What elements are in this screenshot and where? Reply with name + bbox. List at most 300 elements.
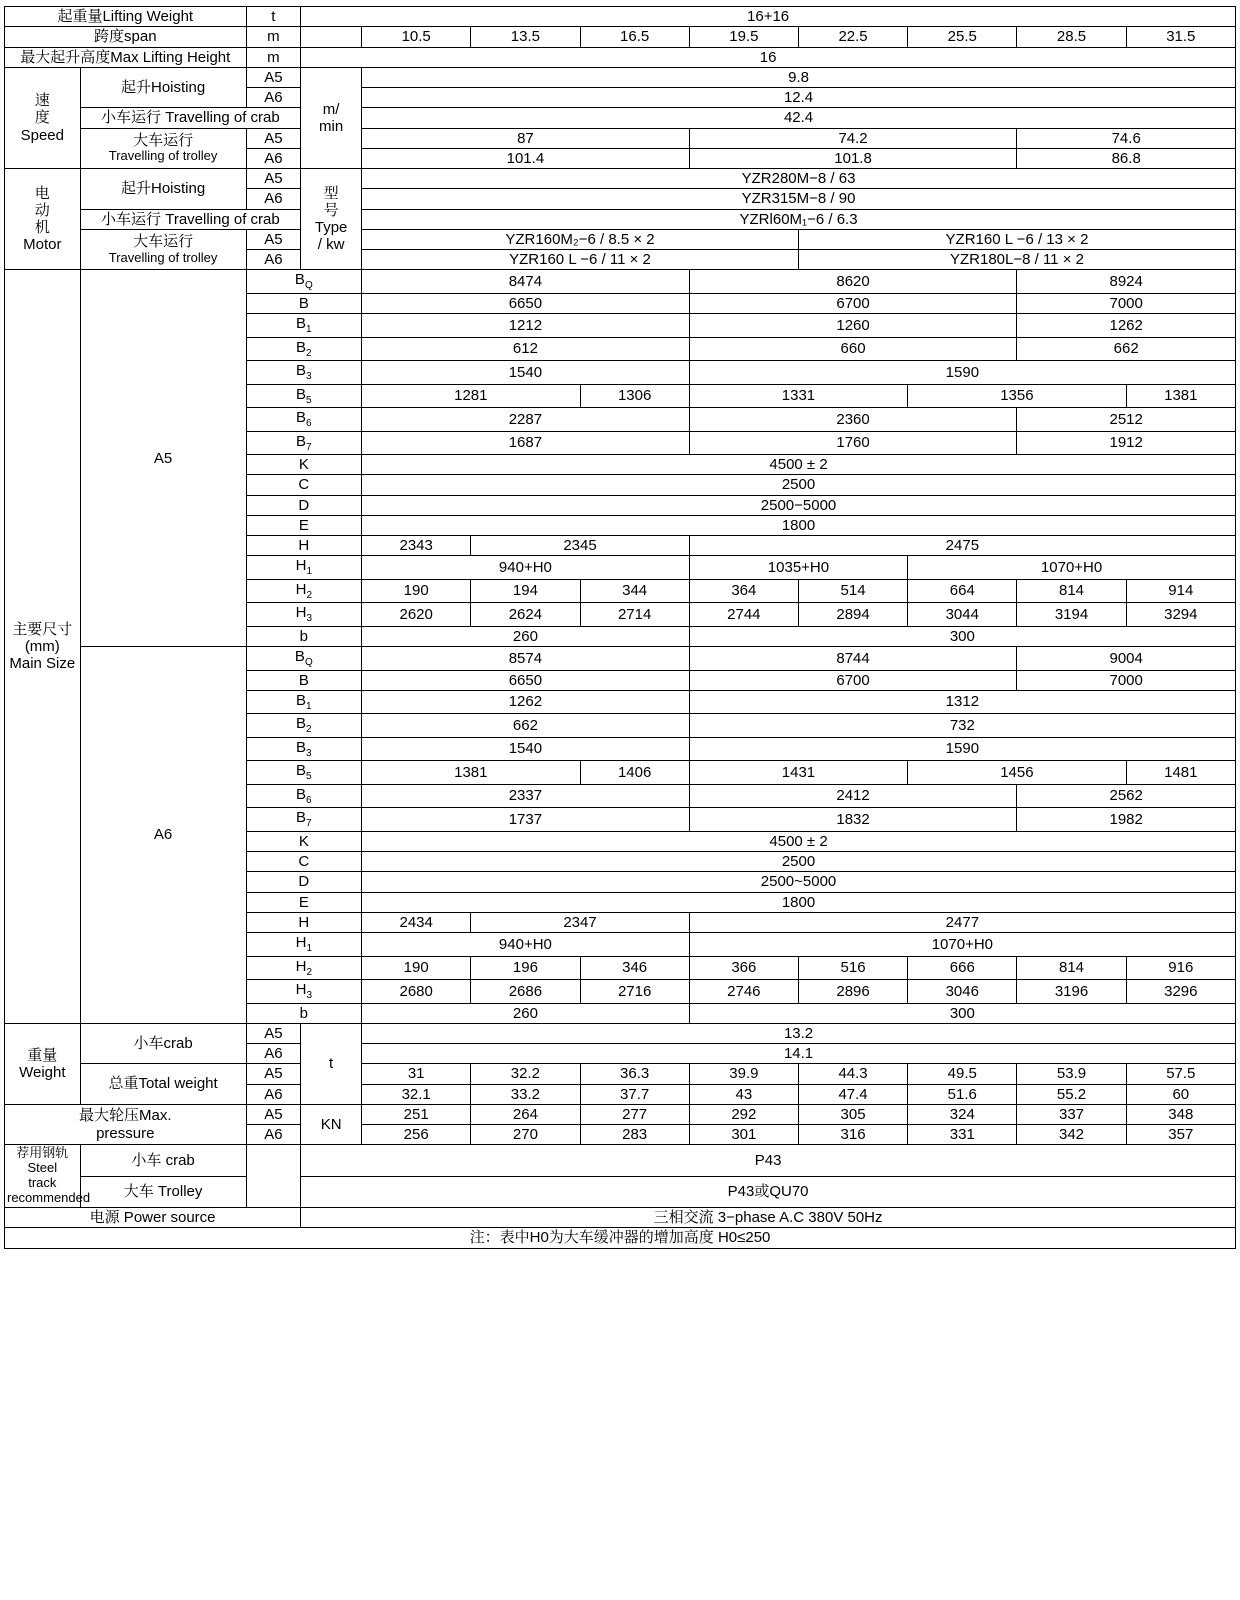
symbol-subscript: 2 [306,724,312,736]
dimension-value: 3196 [1017,980,1126,1004]
dimension-symbol: $B_3$ [246,361,362,385]
speed-trolley-a6-value: 101.8 [689,148,1017,168]
symbol-subscript: 6 [306,794,312,806]
wheel-pressure-a6-value: 316 [798,1125,907,1145]
wheel-pressure-label-en: pressure [96,1124,155,1142]
dimension-value: 1306 [580,384,689,408]
dimension-symbol: $B_2$ [246,714,362,738]
dimension-value: 8744 [689,647,1017,671]
dimension-value: 260 [362,626,690,646]
speed-trolley-a5-value: 87 [362,128,690,148]
span-value: 25.5 [908,27,1017,47]
row-rail-trolley [5,1176,1236,1207]
main-size-class-label: A5 [80,270,246,647]
dimension-value: 2512 [1017,408,1236,432]
symbol-subscript: Q [304,280,313,292]
speed-trolley-a5-label: A5 [246,128,301,148]
dimension-symbol: C [246,475,362,495]
wheel-pressure-a5-value: 337 [1017,1104,1126,1124]
row-mainsize-a5-BQ [5,270,1236,294]
motor-trolley-a6-value: YZR160 L −6 / 11 × 2 [362,250,799,270]
speed-unit-line2: min [319,117,344,135]
dimension-symbol: b [246,1003,362,1023]
dimension-value: 7000 [1017,293,1236,313]
dimension-value: 7000 [1017,670,1236,690]
dimension-value: 6700 [689,293,1017,313]
span-value: 16.5 [580,27,689,47]
row-speed-hoisting-a5 [5,67,1236,87]
dimension-value: 1381 [362,761,580,785]
wheel-pressure-label-cn: 最大轮压Max. [79,1107,172,1125]
dimension-value: 664 [908,579,1017,603]
total-weight-a6-value: 47.4 [798,1084,907,1104]
speed-unit [301,67,362,168]
total-weight-a5-value: 53.9 [1017,1064,1126,1084]
row-power-source [5,1208,1236,1228]
lifting-weight-value: 16+16 [301,7,1236,27]
motor-type-cn: 型 号 [323,184,339,219]
speed-trolley-label-cn: 大车运行 [133,132,194,150]
dimension-symbol: B [246,293,362,313]
dimension-value: 732 [689,714,1235,738]
total-weight-a5-label: A5 [246,1064,301,1084]
symbol-subscript: 2 [306,589,313,601]
dimension-value: 940+H0 [362,933,690,957]
dimension-symbol: H [246,536,362,556]
dimension-symbol: $H_2$ [246,956,362,980]
row-wheel-pressure-a5 [5,1104,1236,1124]
dimension-symbol: C [246,852,362,872]
symbol-subscript: 6 [306,418,312,429]
symbol-subscript: 3 [306,371,312,382]
dimension-value: 666 [908,956,1017,980]
max-lifting-height-value: 16 [301,47,1236,67]
dimension-symbol: $B_6$ [246,408,362,432]
dimension-value: 1035+H0 [689,556,907,580]
dimension-symbol: b [246,626,362,646]
dimension-symbol: $B_6$ [246,784,362,808]
speed-group-label [5,67,81,168]
dimension-value: 660 [689,337,1017,361]
speed-trolley-label-en: Travelling of trolley [108,148,218,164]
main-size-class-label: A6 [80,647,246,1024]
symbol-subscript: Q [304,657,313,668]
max-lifting-height-label: 最大起升高度Max Lifting Height [5,47,247,67]
total-weight-a6-value: 37.7 [580,1084,689,1104]
dimension-value: 300 [689,626,1235,646]
wheel-pressure-a5-value: 305 [798,1104,907,1124]
wheel-pressure-a5-value: 251 [362,1104,471,1124]
dimension-value: 1540 [362,737,690,761]
dimension-value: 6650 [362,293,690,313]
total-weight-a6-value: 43 [689,1084,798,1104]
dimension-value: 1760 [689,431,1017,455]
dimension-value: 2744 [689,603,798,627]
power-source-label: 电源 Power source [5,1208,301,1228]
symbol-subscript: 5 [306,394,312,406]
dimension-value: 194 [471,579,580,603]
motor-hoisting-a6-value: YZR315M−8 / 90 [362,189,1236,209]
dimension-value: 1982 [1017,808,1236,832]
motor-group-label [5,169,81,270]
dimension-symbol: $B_5$ [246,384,362,408]
symbol-subscript: 3 [306,613,313,625]
lifting-weight-unit: t [246,7,301,27]
wheel-pressure-a5-value: 324 [908,1104,1017,1124]
wheel-pressure-unit: KN [301,1104,362,1145]
dimension-value: 662 [1017,337,1236,361]
motor-label-en: Motor [23,236,62,254]
symbol-subscript: 3 [306,990,313,1001]
dimension-value: 1356 [908,384,1126,408]
motor-trolley-a5-label: A5 [246,229,301,249]
dimension-value: 1331 [689,384,907,408]
motor-trolley-a6-label: A6 [246,250,301,270]
dimension-symbol: $B_2$ [246,337,362,361]
dimension-value: 2434 [362,912,471,932]
motor-trolley-label-en: Travelling of trolley [108,249,218,265]
rail-label-cn: 荐用钢轨 Steel [16,1145,69,1176]
row-mainsize-a6-BQ [5,647,1236,671]
dimension-value: 3296 [1126,980,1235,1004]
rail-label [5,1145,91,1208]
dimension-symbol: $H_1$ [246,556,362,580]
dimension-value: 1590 [689,361,1235,385]
dimension-symbol: D [246,495,362,515]
dimension-value: 2500−5000 [362,495,1236,515]
motor-trolley-a5-value: YZR160 L −6 / 13 × 2 [798,229,1235,249]
row-weight-crab-a5 [5,1023,1236,1043]
dimension-symbol: $B_Q$ [246,647,362,671]
span-value: 31.5 [1126,27,1235,47]
wheel-pressure-a6-label: A6 [246,1125,301,1145]
speed-crab-value: 42.4 [362,108,1236,128]
dimension-value: 8620 [689,270,1017,294]
total-weight-a5-value: 36.3 [580,1064,689,1084]
weight-crab-a5-value: 13.2 [362,1023,1236,1043]
dimension-value: 1800 [362,892,1236,912]
dimension-value: 1687 [362,431,690,455]
span-value: 28.5 [1017,27,1126,47]
span-label: 跨度span [5,27,247,47]
dimension-value: 3044 [908,603,1017,627]
total-weight-a5-value: 31 [362,1064,471,1084]
row-speed-crab [5,108,1236,128]
speed-hoisting-a6-value: 12.4 [362,88,1236,108]
dimension-value: 2894 [798,603,907,627]
row-motor-hoisting-a5 [5,169,1236,189]
wheel-pressure-a5-value: 292 [689,1104,798,1124]
total-weight-a5-value: 49.5 [908,1064,1017,1084]
dimension-value: 2500 [362,475,1236,495]
speed-trolley-label [80,128,246,169]
speed-trolley-a5-value: 74.6 [1017,128,1236,148]
dimension-value: 2337 [362,784,690,808]
main-size-label-cn: 主要尺寸(mm) [12,620,73,655]
dimension-value: 2345 [471,536,689,556]
speed-hoisting-label: 起升Hoisting [80,67,246,108]
motor-trolley-a6-value: YZR180L−8 / 11 × 2 [798,250,1235,270]
dimension-value: 8474 [362,270,690,294]
dimension-value: 1070+H0 [689,933,1235,957]
speed-hoisting-a5-value: 9.8 [362,67,1236,87]
dimension-value: 3194 [1017,603,1126,627]
wheel-pressure-a6-value: 331 [908,1125,1017,1145]
dimension-value: 9004 [1017,647,1236,671]
dimension-value: 4500 ± 2 [362,455,1236,475]
dimension-value: 814 [1017,956,1126,980]
speed-label-en: Speed [20,126,64,144]
row-motor-trolley-a5 [5,229,1236,249]
motor-type-en: Type [314,219,348,237]
motor-crab-label: 小车运行 Travelling of crab [80,209,301,229]
dimension-value: 2287 [362,408,690,432]
dimension-value: 1070+H0 [908,556,1236,580]
dimension-symbol: $B_3$ [246,737,362,761]
speed-trolley-a5-value: 74.2 [689,128,1017,148]
symbol-subscript: 7 [306,441,312,453]
wheel-pressure-a6-value: 357 [1126,1125,1235,1145]
wheel-pressure-a6-value: 283 [580,1125,689,1145]
span-unit: m [246,27,301,47]
dimension-symbol: K [246,831,362,851]
footnote: 注：表中H0为大车缓冲器的增加高度 H0≤250 [5,1228,1236,1248]
wheel-pressure-a6-value: 301 [689,1125,798,1145]
speed-trolley-a6-value: 86.8 [1017,148,1236,168]
span-value: 13.5 [471,27,580,47]
dimension-symbol: $H_2$ [246,579,362,603]
symbol-subscript: 2 [306,347,312,359]
wheel-pressure-label [5,1104,247,1145]
row-motor-crab [5,209,1236,229]
total-weight-a5-value: 32.2 [471,1064,580,1084]
dimension-value: 814 [1017,579,1126,603]
speed-trolley-a6-value: 101.4 [362,148,690,168]
weight-crab-a5-label: A5 [246,1023,301,1043]
wheel-pressure-a5-value: 348 [1126,1104,1235,1124]
rail-unit-blank [246,1145,301,1208]
weight-label-en: Weight [19,1063,66,1081]
dimension-value: 8924 [1017,270,1236,294]
span-blank [301,27,362,47]
dimension-value: 1381 [1126,384,1235,408]
dimension-value: 1212 [362,314,690,338]
symbol-subscript: 1 [306,324,312,335]
weight-unit: t [301,1023,362,1104]
dimension-value: 364 [689,579,798,603]
speed-hoisting-a6-label: A6 [246,88,301,108]
crane-specification-table [4,6,1236,1249]
total-weight-a6-value: 60 [1126,1084,1235,1104]
dimension-value: 2680 [362,980,471,1004]
main-size-label-en: Main Size [9,655,76,673]
dimension-value: 3294 [1126,603,1235,627]
dimension-value: 916 [1126,956,1235,980]
total-weight-a5-value: 39.9 [689,1064,798,1084]
speed-hoisting-a5-label: A5 [246,67,301,87]
dimension-symbol: $B_Q$ [246,270,362,294]
rail-label-en: track recommended [7,1175,91,1206]
dimension-symbol: $B_1$ [246,690,362,714]
main-size-group-label [5,270,81,1024]
dimension-value: 2475 [689,536,1235,556]
dimension-symbol: $H_1$ [246,933,362,957]
total-weight-a6-value: 33.2 [471,1084,580,1104]
wheel-pressure-a6-value: 256 [362,1125,471,1145]
wheel-pressure-a6-value: 342 [1017,1125,1126,1145]
span-value: 22.5 [798,27,907,47]
total-weight-a6-value: 32.1 [362,1084,471,1104]
dimension-value: 1540 [362,361,690,385]
row-speed-trolley-a5 [5,128,1236,148]
total-weight-a6-label: A6 [246,1084,301,1104]
dimension-value: 1431 [689,761,907,785]
dimension-value: 1262 [1017,314,1236,338]
dimension-value: 2714 [580,603,689,627]
dimension-symbol: $H_3$ [246,980,362,1004]
motor-hoisting-a5-label: A5 [246,169,301,189]
speed-unit-line1: m/ [322,100,340,118]
dimension-value: 6700 [689,670,1017,690]
dimension-value: 1800 [362,515,1236,535]
dimension-symbol: $B_1$ [246,314,362,338]
row-total-weight-a5 [5,1064,1236,1084]
row-rail-crab [5,1145,1236,1176]
row-lifting-weight [5,7,1236,27]
dimension-symbol: K [246,455,362,475]
total-weight-a6-value: 51.6 [908,1084,1017,1104]
dimension-value: 366 [689,956,798,980]
dimension-value: 1590 [689,737,1235,761]
dimension-value: 300 [689,1003,1235,1023]
dimension-value: 2746 [689,980,798,1004]
motor-trolley-label-cn: 大车运行 [133,233,194,251]
dimension-value: 344 [580,579,689,603]
dimension-value: 6650 [362,670,690,690]
dimension-symbol: E [246,892,362,912]
dimension-value: 2360 [689,408,1017,432]
dimension-symbol: E [246,515,362,535]
rail-crab-label: 小车 crab [80,1145,246,1176]
motor-hoisting-label: 起升Hoisting [80,169,246,210]
wheel-pressure-a5-value: 264 [471,1104,580,1124]
dimension-value: 1737 [362,808,690,832]
dimension-value: 1260 [689,314,1017,338]
dimension-value: 3046 [908,980,1017,1004]
weight-label-cn: 重量 [27,1046,58,1064]
dimension-value: 1912 [1017,431,1236,455]
power-source-value: 三相交流 3−phase A.C 380V 50Hz [301,1208,1236,1228]
dimension-value: 190 [362,579,471,603]
span-value: 19.5 [689,27,798,47]
dimension-value: 2500 [362,852,1236,872]
rail-trolley-value: P43或QU70 [301,1176,1236,1207]
dimension-value: 2347 [471,912,689,932]
dimension-value: 1281 [362,384,580,408]
dimension-value: 940+H0 [362,556,690,580]
dimension-symbol: H [246,912,362,932]
symbol-subscript: 7 [306,818,312,830]
dimension-value: 1832 [689,808,1017,832]
dimension-value: 260 [362,1003,690,1023]
dimension-value: 2896 [798,980,907,1004]
dimension-value: 346 [580,956,689,980]
dimension-value: 2500~5000 [362,872,1236,892]
dimension-symbol: $B_5$ [246,761,362,785]
dimension-value: 514 [798,579,907,603]
speed-label-cn: 速 度 [34,92,50,127]
dimension-symbol: $H_3$ [246,603,362,627]
motor-label-cn: 电 动 机 [34,184,50,237]
span-value: 10.5 [362,27,471,47]
total-weight-a5-value: 57.5 [1126,1064,1235,1084]
total-weight-a5-value: 44.3 [798,1064,907,1084]
dimension-value: 1456 [908,761,1126,785]
lifting-weight-label: 起重量Lifting Weight [5,7,247,27]
dimension-value: 2686 [471,980,580,1004]
rail-trolley-label: 大车 Trolley [80,1176,246,1207]
dimension-symbol: $B_7$ [246,431,362,455]
symbol-subscript: 1 [306,700,312,712]
dimension-value: 2412 [689,784,1017,808]
motor-trolley-label [80,229,246,270]
dimension-value: 662 [362,714,690,738]
dimension-value: 2562 [1017,784,1236,808]
dimension-value: 8574 [362,647,690,671]
row-span [5,27,1236,47]
dimension-value: 4500 ± 2 [362,831,1236,851]
dimension-value: 1406 [580,761,689,785]
dimension-value: 196 [471,956,580,980]
symbol-subscript: 2 [306,966,313,978]
dimension-value: 2620 [362,603,471,627]
weight-crab-a6-value: 14.1 [362,1044,1236,1064]
dimension-value: 914 [1126,579,1235,603]
symbol-subscript: 5 [306,771,312,783]
motor-crab-value: YZRl60M₁−6 / 6.3 [362,209,1236,229]
dimension-value: 1312 [689,690,1235,714]
dimension-value: 1262 [362,690,690,714]
dimension-value: 190 [362,956,471,980]
row-footnote [5,1228,1236,1248]
dimension-value: 2624 [471,603,580,627]
symbol-subscript: 1 [306,943,313,954]
wheel-pressure-a5-label: A5 [246,1104,301,1124]
dimension-value: 2477 [689,912,1235,932]
motor-hoisting-a6-label: A6 [246,189,301,209]
dimension-symbol: B [246,670,362,690]
speed-trolley-a6-label: A6 [246,148,301,168]
total-weight-label: 总重Total weight [80,1064,246,1105]
symbol-subscript: 1 [306,566,313,578]
weight-crab-a6-label: A6 [246,1044,301,1064]
dimension-value: 2343 [362,536,471,556]
rail-crab-value: P43 [301,1145,1236,1176]
row-max-lifting-height [5,47,1236,67]
weight-group-label [5,1023,81,1104]
motor-hoisting-a5-value: YZR280M−8 / 63 [362,169,1236,189]
wheel-pressure-a5-value: 277 [580,1104,689,1124]
wheel-pressure-a6-value: 270 [471,1125,580,1145]
symbol-subscript: 3 [306,747,312,759]
speed-crab-label: 小车运行 Travelling of crab [80,108,301,128]
max-lifting-height-unit: m [246,47,301,67]
weight-crab-label: 小车crab [80,1023,246,1064]
motor-type-unit [301,169,362,270]
dimension-value: 612 [362,337,690,361]
dimension-value: 1481 [1126,761,1235,785]
motor-trolley-a5-value: YZR160M₂−6 / 8.5 × 2 [362,229,799,249]
